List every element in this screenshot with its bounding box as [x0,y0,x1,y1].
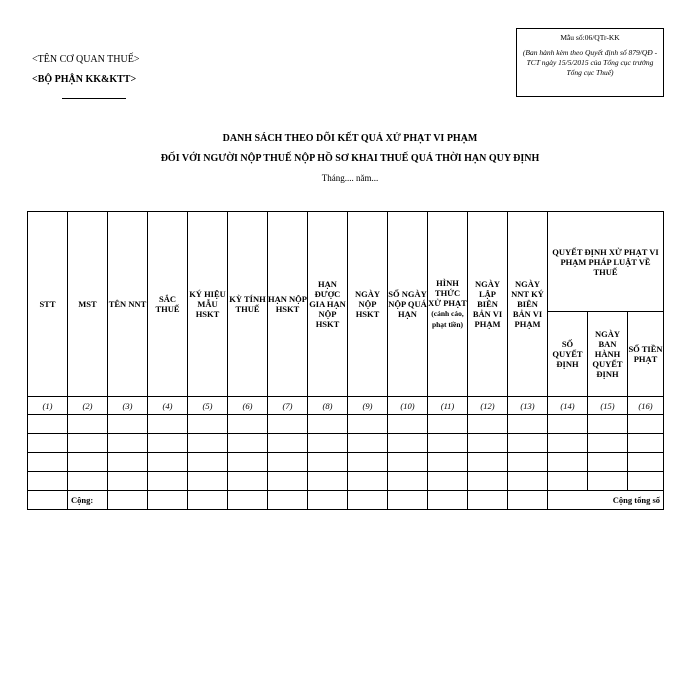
hinh-thuc-note: (cảnh cáo, phạt tiền) [431,309,464,329]
table-cell [68,434,108,453]
form-issuance-note: (Ban hành kèm theo Quyết định số 879/QĐ -TCT ngày 15/5/2015 của Tổng cục trưởng Tổng cục Thuế) [522,48,658,77]
col-num: (11) [428,397,468,415]
header-sac-thue: SẮC THUẾ [148,212,188,397]
table-cell [308,453,348,472]
header-ngay-nnt-ky: NGÀY NNT KÝ BIÊN BẢN VI PHẠM [508,212,548,397]
col-num: (16) [628,397,664,415]
table-cell [68,472,108,491]
table-cell [108,472,148,491]
table-cell [468,434,508,453]
total-cell [348,491,388,510]
col-num: (9) [348,397,388,415]
table-row [28,472,664,491]
header-hinh-thuc-xu-phat [428,212,468,397]
table-cell [148,415,188,434]
col-num: (14) [548,397,588,415]
table-cell [588,434,628,453]
table-cell [628,472,664,491]
header-so-quyet-dinh: SỐ QUYẾT ĐỊNH [548,312,588,397]
table-cell [508,434,548,453]
table-cell [268,415,308,434]
total-label: Cộng: [68,491,108,510]
table-cell [68,453,108,472]
hinh-thuc-label: HÌNH THỨC XỬ PHẠT [428,278,467,308]
header-ten-nnt: TÊN NNT [108,212,148,397]
table-cell [348,434,388,453]
table-cell [348,453,388,472]
table-cell [188,434,228,453]
document-title-line1: DANH SÁCH THEO DÕI KẾT QUẢ XỬ PHẠT VI PHẠM [222,133,478,144]
col-num: (12) [468,397,508,415]
col-num: (7) [268,397,308,415]
table-cell [228,434,268,453]
total-cell [148,491,188,510]
total-row [28,491,664,510]
header-ngay-nop: NGÀY NỘP HSKT [348,212,388,397]
table-cell [508,453,548,472]
table-cell [28,415,68,434]
total-cell [228,491,268,510]
total-cell [428,491,468,510]
header-so-ngay-qua-han: SỐ NGÀY NỘP QUÁ HẠN [388,212,428,397]
total-cell [388,491,428,510]
header-ngay-ban-hanh: NGÀY BAN HÀNH QUYẾT ĐỊNH [588,312,628,397]
table-cell [628,453,664,472]
table-header-row [28,212,664,312]
blank-rows [28,415,664,491]
form-code: Mẫu số:06/QTr-KK [560,33,620,42]
table-cell [388,453,428,472]
col-num: (3) [108,397,148,415]
table-cell [628,434,664,453]
header-quyet-dinh-group: QUYẾT ĐỊNH XỬ PHẠT VI PHẠM PHÁP LUẬT VỀ THUẾ [548,212,664,312]
table-cell [428,472,468,491]
col-num: (13) [508,397,548,415]
col-num: (4) [148,397,188,415]
agency-name: <TÊN CƠ QUAN THUẾ> [32,54,140,65]
total-cell [508,491,548,510]
table-cell [428,453,468,472]
table-cell [148,453,188,472]
table-row [28,453,664,472]
col-num: (6) [228,397,268,415]
table-cell [228,415,268,434]
table-cell [508,415,548,434]
document-title-line2: ĐỐI VỚI NGƯỜI NỘP THUẾ NỘP HỒ SƠ KHAI THUẾ QUÁ THỜI HẠN QUY ĐỊNH [160,153,540,164]
total-cell [188,491,228,510]
table-cell [228,472,268,491]
header-han-nop: HẠN NỘP HSKT [268,212,308,397]
table-row [28,415,664,434]
table-cell [188,472,228,491]
table-cell [268,472,308,491]
table-cell [548,472,588,491]
table-cell [308,472,348,491]
total-sum-label: Cộng tổng số [548,491,664,510]
department-name: <BỘ PHẬN KK&KTT> [32,74,137,85]
col-num: (8) [308,397,348,415]
table-cell [548,434,588,453]
total-cell [108,491,148,510]
total-cell [308,491,348,510]
table-cell [188,453,228,472]
table-cell [308,434,348,453]
table-cell [388,434,428,453]
header-so-tien-phat: SỐ TIỀN PHẠT [628,312,664,397]
table-cell [548,415,588,434]
header-stt: STT [28,212,68,397]
table-cell [588,415,628,434]
col-num: (1) [28,397,68,415]
col-num: (2) [68,397,108,415]
table-cell [228,453,268,472]
table-cell [468,472,508,491]
table-cell [28,434,68,453]
table-cell [588,472,628,491]
form-code-box [516,28,664,97]
table-cell [28,472,68,491]
table-cell [148,472,188,491]
table-cell [428,415,468,434]
table-cell [588,453,628,472]
table-cell [68,415,108,434]
agency-underline [62,98,126,99]
table-cell [388,415,428,434]
header-han-gia-han: HẠN ĐƯỢC GIA HẠN NỘP HSKT [308,212,348,397]
table-cell [188,415,228,434]
table-cell [268,434,308,453]
table-cell [468,415,508,434]
header-ngay-lap-bien-ban: NGÀY LẬP BIÊN BẢN VI PHẠM [468,212,508,397]
column-number-row [28,397,664,415]
table-cell [308,415,348,434]
total-cell [28,491,68,510]
header-ky-hieu-mau: KÝ HIỆU MẪU HSKT [188,212,228,397]
table-cell [108,415,148,434]
period-line: Tháng.... năm... [321,173,379,183]
table-cell [508,472,548,491]
col-num: (5) [188,397,228,415]
table-cell [388,472,428,491]
table-cell [108,453,148,472]
total-cell [468,491,508,510]
table-cell [108,434,148,453]
table-cell [28,453,68,472]
col-num: (15) [588,397,628,415]
table-cell [348,415,388,434]
table-cell [428,434,468,453]
header-mst: MST [68,212,108,397]
table-cell [268,453,308,472]
table-cell [348,472,388,491]
table-row [28,434,664,453]
table-cell [548,453,588,472]
penalty-table [27,211,664,510]
total-cell [268,491,308,510]
col-num: (10) [388,397,428,415]
table-cell [468,453,508,472]
table-cell [148,434,188,453]
header-ky-tinh-thue: KỲ TÍNH THUẾ [228,212,268,397]
table-cell [628,415,664,434]
